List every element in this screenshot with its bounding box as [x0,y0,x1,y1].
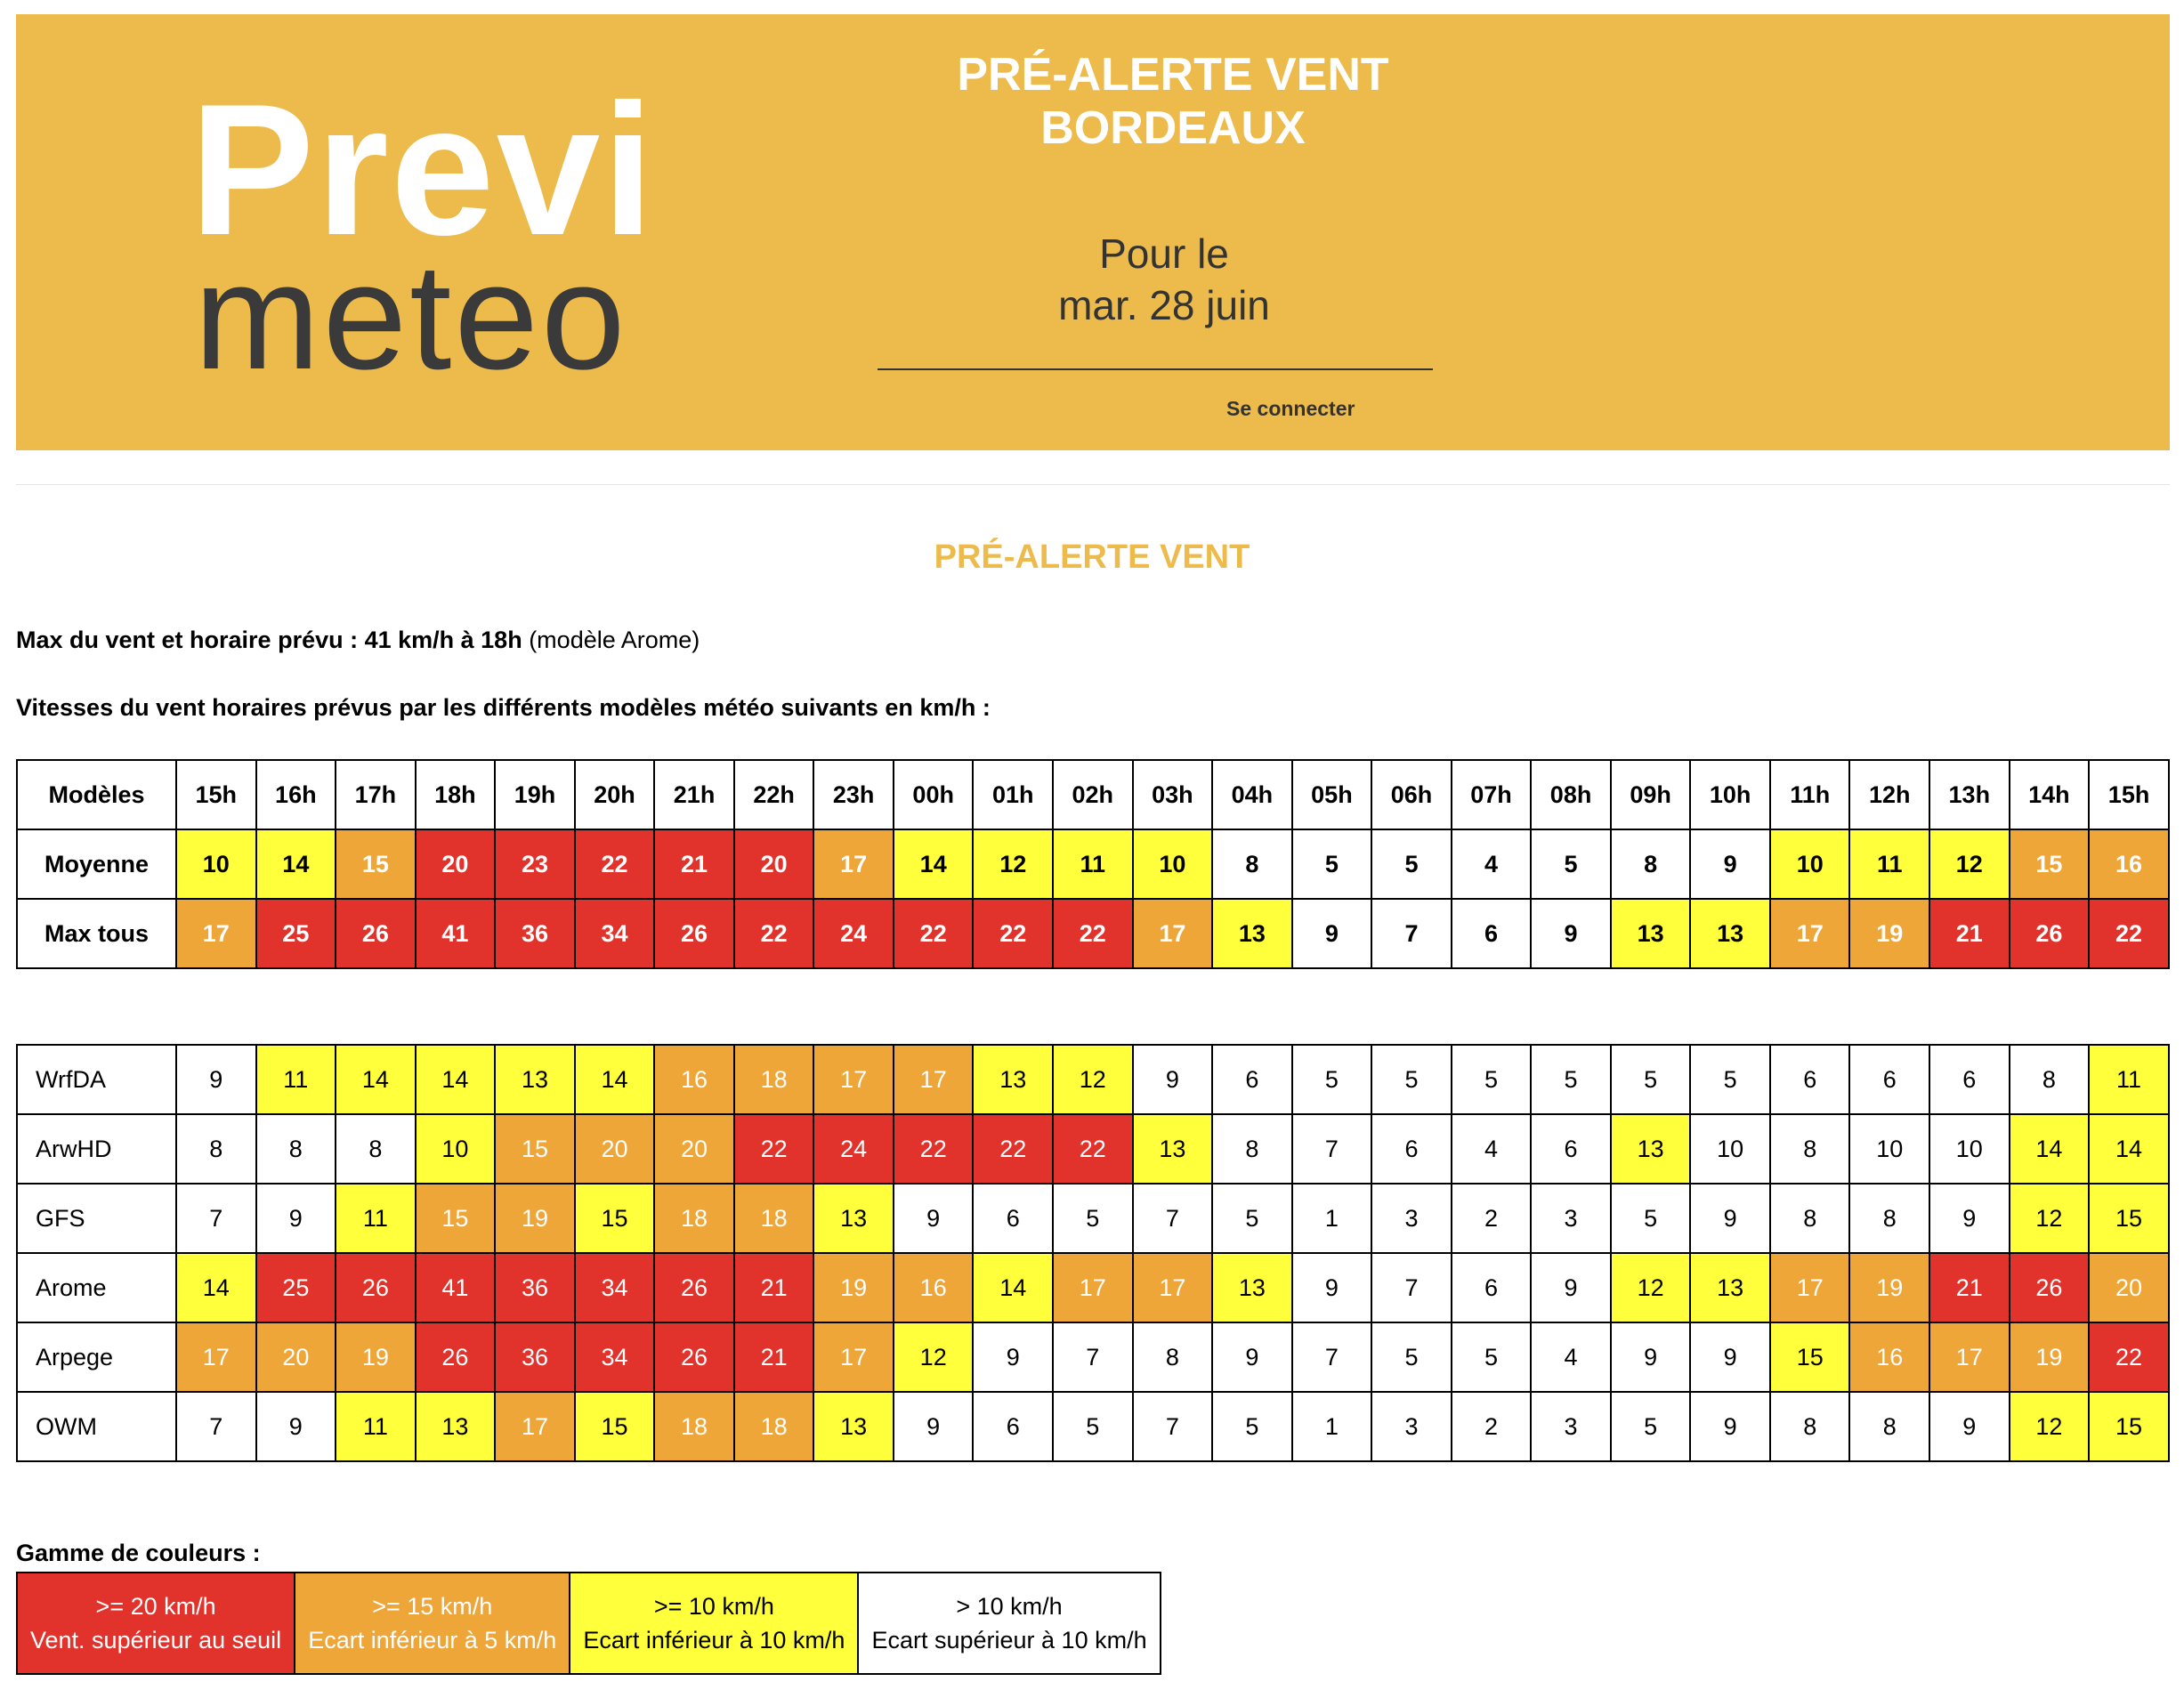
wind-speed-cell: 25 [256,899,336,968]
hour-header-cell: 12h [1849,760,1929,829]
wind-speed-cell: 15 [2089,1184,2169,1253]
wind-speed-cell: 10 [1690,1114,1770,1184]
wind-speed-cell: 36 [495,1322,575,1392]
wind-speed-cell: 6 [973,1392,1053,1461]
wind-speed-cell: 9 [1690,829,1770,899]
wind-speed-cell: 22 [2089,899,2169,968]
max-wind-model-note: (modèle Arome) [522,627,700,653]
legend-description: Vent. supérieur au seuil [30,1627,282,1654]
table-row [17,1045,2169,1114]
wind-speed-cell: 13 [1133,1114,1213,1184]
wind-speed-cell: 26 [416,1322,496,1392]
wind-speed-cell: 12 [894,1322,974,1392]
wind-speed-cell: 9 [973,1322,1053,1392]
wind-speed-cell: 9 [1929,1392,2010,1461]
wind-speed-cell: 19 [813,1253,894,1322]
wind-speed-cell: 14 [2010,1114,2090,1184]
legend-description: Ecart inférieur à 10 km/h [583,1627,845,1654]
hour-header-cell: 04h [1212,760,1292,829]
hour-header-cell: 15h [2089,760,2169,829]
wind-speed-cell: 12 [973,829,1053,899]
wind-speed-cell: 5 [1212,1392,1292,1461]
wind-speed-cell: 9 [256,1392,336,1461]
wind-speed-cell: 26 [654,1253,734,1322]
wind-speed-cell: 6 [1371,1114,1452,1184]
max-wind-label: Max du vent et horaire prévu : 41 km/h à 18h [16,627,522,653]
wind-speed-cell: 23 [495,829,575,899]
alert-date-value: mar. 28 juin [1058,282,1270,328]
hour-header-cell: 11h [1770,760,1850,829]
wind-speed-cell: 5 [1053,1392,1133,1461]
wind-speed-cell: 6 [1452,1253,1532,1322]
wind-speed-cell: 5 [1371,1045,1452,1114]
wind-speed-cell: 17 [813,829,894,899]
hour-header-cell: 10h [1690,760,1770,829]
wind-speed-cell: 1 [1292,1392,1372,1461]
wind-speed-cell: 15 [575,1392,655,1461]
wind-speed-cell: 11 [336,1392,416,1461]
wind-speed-cell: 10 [1849,1114,1929,1184]
wind-speed-cell: 14 [575,1045,655,1114]
wind-speed-cell: 17 [495,1392,575,1461]
hour-header-cell: 08h [1531,760,1611,829]
wind-speed-cell: 14 [176,1253,256,1322]
wind-speed-cell: 17 [813,1045,894,1114]
legend-row [17,1573,1161,1674]
wind-speed-cell: 19 [2010,1322,2090,1392]
hour-header-cell: 22h [734,760,814,829]
legend-item [295,1573,570,1674]
wind-speed-cell: 17 [894,1045,974,1114]
wind-speed-cell: 12 [1929,829,2010,899]
wind-speed-cell: 10 [1133,829,1213,899]
legend-threshold: > 10 km/h [956,1593,1063,1620]
wind-speed-cell: 20 [416,829,496,899]
wind-speed-cell: 3 [1371,1392,1452,1461]
wind-speed-cell: 9 [176,1045,256,1114]
hour-header-cell: 07h [1452,760,1532,829]
wind-speed-cell: 15 [2010,829,2090,899]
wind-speed-cell: 22 [973,1114,1053,1184]
wind-speed-cell: 13 [1690,1253,1770,1322]
row-label-cell: Moyenne [17,829,176,899]
wind-speed-cell: 5 [1690,1045,1770,1114]
section-title: PRÉ-ALERTE VENT [934,538,1250,576]
wind-speed-cell: 22 [734,1114,814,1184]
table-row [17,899,2169,968]
hour-header-cell: 15h [176,760,256,829]
wind-speed-cell: 21 [1929,899,2010,968]
wind-speed-cell: 26 [654,1322,734,1392]
legend-title: Gamme de couleurs : [16,1540,261,1566]
wind-speed-cell: 9 [1531,1253,1611,1322]
wind-speed-cell: 9 [894,1184,974,1253]
hour-header-cell: 23h [813,760,894,829]
wind-speed-cell: 3 [1531,1392,1611,1461]
wind-speed-cell: 10 [1770,829,1850,899]
wind-speed-cell: 3 [1371,1184,1452,1253]
wind-speed-cell: 6 [1770,1045,1850,1114]
legend-item [17,1573,295,1674]
wind-speed-cell: 14 [256,829,336,899]
wind-speed-cell: 8 [1770,1184,1850,1253]
wind-speed-cell: 19 [336,1322,416,1392]
wind-speed-cell: 16 [1849,1322,1929,1392]
wind-speed-cell: 1 [1292,1184,1372,1253]
hour-header-cell: 09h [1611,760,1691,829]
wind-speed-cell: 26 [654,899,734,968]
wind-speed-cell: 20 [734,829,814,899]
wind-speed-cell: 22 [734,899,814,968]
wind-speed-cell: 8 [2010,1045,2090,1114]
model-name-cell: Arpege [17,1322,176,1392]
wind-speed-cell: 9 [894,1392,974,1461]
alert-title-line1: PRÉ-ALERTE VENT [957,49,1389,101]
wind-speed-cell: 36 [495,1253,575,1322]
wind-speed-cell: 26 [336,1253,416,1322]
logo-meteo[interactable]: meteo [194,232,628,401]
hour-header-cell: 17h [336,760,416,829]
wind-speed-cell: 13 [813,1184,894,1253]
wind-speed-cell: 7 [1292,1114,1372,1184]
wind-speed-cell: 14 [416,1045,496,1114]
wind-speed-cell: 22 [1053,899,1133,968]
wind-speed-cell: 34 [575,1322,655,1392]
wind-speed-cell: 5 [1611,1184,1691,1253]
wind-speed-cell: 16 [2089,829,2169,899]
wind-speed-cell: 7 [1292,1322,1372,1392]
wind-speed-cell: 26 [336,899,416,968]
table-row [17,1114,2169,1184]
model-name-cell: ArwHD [17,1114,176,1184]
legend-description: Ecart inférieur à 5 km/h [308,1627,557,1654]
wind-speed-cell: 22 [2089,1322,2169,1392]
hour-header-cell: 14h [2010,760,2090,829]
legend-item [570,1573,858,1674]
wind-speed-cell: 5 [1292,829,1372,899]
wind-speed-cell: 5 [1212,1184,1292,1253]
wind-speed-cell: 5 [1531,829,1611,899]
wind-speed-cell: 8 [1849,1184,1929,1253]
wind-speed-cell: 36 [495,899,575,968]
section-divider [16,484,2170,485]
wind-speed-cell: 8 [1212,829,1292,899]
model-name-cell: OWM [17,1392,176,1461]
wind-speed-cell: 22 [894,899,974,968]
model-name-cell: WrfDA [17,1045,176,1114]
table-row [17,1322,2169,1392]
wind-speed-cell: 9 [1690,1322,1770,1392]
wind-speed-cell: 5 [1452,1322,1532,1392]
table-intro: Vitesses du vent horaires prévus par les différents modèles météo suivants en km/h : [16,694,991,721]
max-wind-summary [16,627,700,654]
hour-header-cell: 03h [1133,760,1213,829]
wind-speed-cell: 7 [1371,899,1452,968]
summary-table [16,759,2170,969]
wind-speed-cell: 12 [2010,1184,2090,1253]
wind-speed-cell: 41 [416,1253,496,1322]
wind-speed-cell: 26 [2010,899,2090,968]
wind-speed-cell: 20 [256,1322,336,1392]
wind-speed-cell: 7 [1133,1392,1213,1461]
wind-speed-cell: 2 [1452,1184,1532,1253]
wind-speed-cell: 24 [813,899,894,968]
wind-speed-cell: 19 [1849,1253,1929,1322]
wind-speed-cell: 8 [1611,829,1691,899]
wind-speed-cell: 8 [176,1114,256,1184]
wind-speed-cell: 24 [813,1114,894,1184]
wind-speed-cell: 5 [1452,1045,1532,1114]
wind-speed-cell: 4 [1452,1114,1532,1184]
wind-speed-cell: 15 [575,1184,655,1253]
wind-speed-cell: 8 [336,1114,416,1184]
wind-speed-cell: 13 [813,1392,894,1461]
wind-speed-cell: 11 [2089,1045,2169,1114]
wind-speed-cell: 11 [1849,829,1929,899]
wind-speed-cell: 21 [654,829,734,899]
wind-speed-cell: 25 [256,1253,336,1322]
hour-header-cell: 05h [1292,760,1372,829]
wind-speed-cell: 4 [1452,829,1532,899]
alert-date-prefix: Pour le [1099,230,1229,277]
alert-date [808,228,1520,331]
wind-speed-cell: 8 [1770,1392,1850,1461]
wind-speed-cell: 10 [1929,1114,2010,1184]
wind-speed-cell: 10 [176,829,256,899]
wind-speed-cell: 6 [1212,1045,1292,1114]
table-row [17,829,2169,899]
wind-speed-cell: 12 [1053,1045,1133,1114]
wind-speed-cell: 20 [654,1114,734,1184]
row-label-cell: Max tous [17,899,176,968]
hour-header-cell: 06h [1371,760,1452,829]
wind-speed-cell: 9 [1212,1322,1292,1392]
wind-speed-cell: 13 [1212,1253,1292,1322]
wind-speed-cell: 20 [2089,1253,2169,1322]
wind-speed-cell: 3 [1531,1184,1611,1253]
wind-speed-cell: 15 [416,1184,496,1253]
login-link[interactable]: Se connecter [1226,397,1355,420]
header-banner [16,14,2170,450]
wind-speed-cell: 6 [1531,1114,1611,1184]
legend-threshold: >= 10 km/h [653,1593,774,1620]
wind-speed-cell: 13 [1690,899,1770,968]
wind-speed-cell: 22 [575,829,655,899]
wind-speed-cell: 34 [575,899,655,968]
models-header-cell: Modèles [17,760,176,829]
hour-header-cell: 18h [416,760,496,829]
wind-speed-cell: 22 [1053,1114,1133,1184]
wind-speed-cell: 18 [734,1392,814,1461]
wind-speed-cell: 16 [654,1045,734,1114]
wind-speed-cell: 8 [256,1114,336,1184]
wind-speed-cell: 9 [1531,899,1611,968]
wind-speed-cell: 16 [894,1253,974,1322]
wind-speed-cell: 18 [654,1184,734,1253]
wind-speed-cell: 21 [734,1322,814,1392]
wind-speed-cell: 7 [1053,1322,1133,1392]
wind-speed-cell: 7 [1371,1253,1452,1322]
wind-speed-cell: 22 [973,899,1053,968]
wind-speed-cell: 13 [1212,899,1292,968]
wind-speed-cell: 15 [2089,1392,2169,1461]
wind-speed-cell: 17 [1133,1253,1213,1322]
wind-speed-cell: 12 [1611,1253,1691,1322]
wind-speed-cell: 19 [495,1184,575,1253]
wind-speed-cell: 5 [1053,1184,1133,1253]
wind-speed-cell: 9 [1133,1045,1213,1114]
wind-speed-cell: 21 [1929,1253,2010,1322]
wind-speed-cell: 17 [1929,1322,2010,1392]
wind-speed-cell: 9 [1292,1253,1372,1322]
model-name-cell: GFS [17,1184,176,1253]
hour-header-cell: 19h [495,760,575,829]
wind-speed-cell: 9 [1611,1322,1691,1392]
wind-speed-cell: 2 [1452,1392,1532,1461]
legend-threshold: >= 20 km/h [95,1593,216,1620]
wind-speed-cell: 9 [1690,1184,1770,1253]
wind-speed-cell: 9 [1292,899,1372,968]
wind-speed-cell: 8 [1212,1114,1292,1184]
wind-speed-cell: 6 [973,1184,1053,1253]
wind-speed-cell: 41 [416,899,496,968]
wind-speed-cell: 11 [1053,829,1133,899]
wind-speed-cell: 15 [495,1114,575,1184]
wind-speed-cell: 7 [176,1392,256,1461]
wind-speed-cell: 19 [1849,899,1929,968]
table-row [17,1253,2169,1322]
wind-speed-cell: 20 [575,1114,655,1184]
wind-speed-cell: 17 [813,1322,894,1392]
models-table [16,1044,2170,1462]
wind-speed-cell: 18 [654,1392,734,1461]
wind-speed-cell: 9 [256,1184,336,1253]
wind-speed-cell: 9 [1929,1184,2010,1253]
wind-speed-cell: 5 [1371,829,1452,899]
wind-speed-cell: 8 [1133,1322,1213,1392]
wind-speed-cell: 14 [973,1253,1053,1322]
wind-speed-cell: 12 [2010,1392,2090,1461]
table-row [17,1392,2169,1461]
table-row [17,1184,2169,1253]
wind-speed-cell: 18 [734,1045,814,1114]
wind-speed-cell: 7 [176,1184,256,1253]
wind-speed-cell: 13 [495,1045,575,1114]
wind-speed-cell: 18 [734,1184,814,1253]
hour-header-cell: 13h [1929,760,2010,829]
legend-threshold: >= 15 km/h [372,1593,493,1620]
hour-header-cell: 00h [894,760,974,829]
legend-description: Ecart supérieur à 10 km/h [871,1627,1147,1654]
alert-city: BORDEAUX [1040,102,1306,154]
hour-header-cell: 21h [654,760,734,829]
wind-speed-cell: 13 [416,1392,496,1461]
wind-speed-cell: 6 [1452,899,1532,968]
wind-speed-cell: 13 [1611,899,1691,968]
wind-speed-cell: 34 [575,1253,655,1322]
wind-speed-cell: 14 [336,1045,416,1114]
wind-speed-cell: 17 [1770,1253,1850,1322]
wind-speed-cell: 14 [2089,1114,2169,1184]
color-legend [16,1572,1161,1675]
wind-speed-cell: 5 [1531,1045,1611,1114]
wind-speed-cell: 8 [1770,1114,1850,1184]
hour-header-cell: 20h [575,760,655,829]
wind-speed-cell: 11 [256,1045,336,1114]
legend-item [858,1573,1160,1674]
wind-speed-cell: 5 [1611,1045,1691,1114]
alert-title [817,48,1529,155]
wind-speed-cell: 11 [336,1184,416,1253]
wind-speed-cell: 17 [1770,899,1850,968]
wind-speed-cell: 4 [1531,1322,1611,1392]
wind-speed-cell: 7 [1133,1184,1213,1253]
wind-speed-cell: 17 [1053,1253,1133,1322]
hour-header-cell: 01h [973,760,1053,829]
wind-speed-cell: 14 [894,829,974,899]
wind-speed-cell: 22 [894,1114,974,1184]
wind-speed-cell: 13 [1611,1114,1691,1184]
hour-header-cell: 02h [1053,760,1133,829]
wind-speed-cell: 21 [734,1253,814,1322]
wind-speed-cell: 17 [176,899,256,968]
wind-speed-cell: 6 [1929,1045,2010,1114]
wind-speed-cell: 15 [1770,1322,1850,1392]
wind-speed-cell: 13 [973,1045,1053,1114]
table-header-row [17,760,2169,829]
wind-speed-cell: 5 [1371,1322,1452,1392]
wind-speed-cell: 10 [416,1114,496,1184]
logo-previ[interactable]: Previ [190,65,656,274]
wind-speed-cell: 17 [1133,899,1213,968]
wind-speed-cell: 5 [1611,1392,1691,1461]
wind-speed-cell: 8 [1849,1392,1929,1461]
wind-speed-cell: 15 [336,829,416,899]
wind-speed-cell: 6 [1849,1045,1929,1114]
banner-divider [878,368,1433,370]
hour-header-cell: 16h [256,760,336,829]
wind-speed-cell: 26 [2010,1253,2090,1322]
wind-speed-cell: 9 [1690,1392,1770,1461]
wind-speed-cell: 5 [1292,1045,1372,1114]
model-name-cell: Arome [17,1253,176,1322]
wind-speed-cell: 17 [176,1322,256,1392]
